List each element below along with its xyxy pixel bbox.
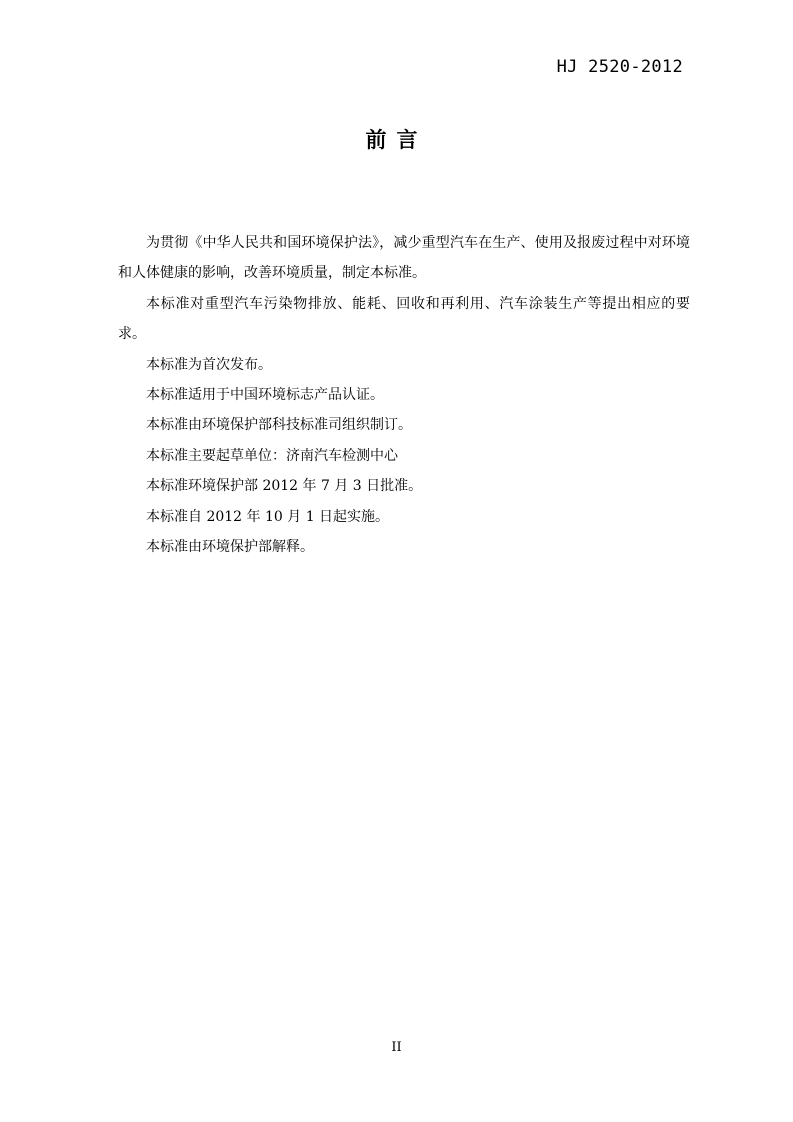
foreword-body [118,228,690,562]
page-title: 前言 [365,128,428,152]
paragraph-drafting-unit: 本标准主要起草单位：济南汽车检测中心 [146,447,398,464]
page-number: II [391,1040,402,1055]
paragraph-approval-date: 本标准环境保护部 2012 年 7 月 3 日批准。 [146,478,423,495]
paragraph-first-release: 本标准为首次发布。 [146,356,272,373]
paragraph-interpretation: 本标准由环境保护部解释。 [146,539,314,556]
paragraph-effective-date: 本标准自 2012 年 10 月 1 日起实施。 [146,508,390,525]
paragraph-organizer: 本标准由环境保护部科技标准司组织制订。 [146,417,412,434]
paragraph-applicability: 本标准适用于中国环境标志产品认证。 [146,387,384,404]
paragraph-scope-requirements: 本标准对重型汽车污染物排放、能耗、回收和再利用、汽车涂装生产等提出相应的要求。 [118,295,690,343]
standard-code: HJ 2520-2012 [556,57,683,77]
paragraph-purpose: 为贯彻《中华人民共和国环境保护法》，减少重型汽车在生产、使用及报废过程中对环境和人体健康的影响，改善环境质量，制定本标准。 [118,235,690,282]
